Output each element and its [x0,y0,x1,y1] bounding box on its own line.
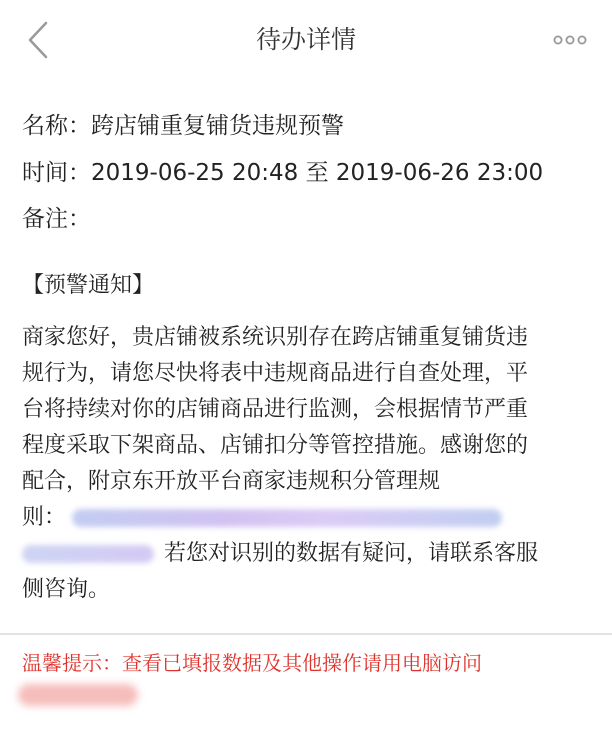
redacted-link[interactable] [72,509,502,527]
redacted-area [18,684,138,706]
name-label: 名称： [22,113,91,139]
notice-heading: 【预警通知】 [22,273,155,298]
notice-line: 侧咨询。 [22,577,111,602]
divider [0,633,612,635]
warm-tip: 温馨提示：查看已填报数据及其他操作请用电脑访问 [22,651,482,675]
notice-line-contact [22,536,592,572]
time-field [22,156,543,190]
rule-prefix: 则： [22,505,67,530]
redacted-link-continued[interactable] [22,545,154,563]
app-header [0,0,612,80]
contact-text: 若您对识别的数据有疑问，请联系客服 [164,541,539,566]
name-value: 跨店铺重复铺货违规预警 [91,113,344,139]
time-value: 2019-06-25 20:48 至 2019-06-26 23:00 [91,160,544,186]
more-button[interactable] [550,28,590,52]
note-field [22,202,91,236]
notice-line: 台将持续对你的店铺商品进行监测，会根据情节严重 [22,397,529,422]
notice-line: 规行为，请您尽快将表中违规商品进行自查处理，平 [22,361,529,386]
notice-line: 程度采取下架商品、店铺扣分等管控措施。感谢您的 [22,433,529,458]
notice-line-rule [22,500,592,536]
name-field [22,109,344,143]
more-dots-icon [553,34,587,46]
time-label: 时间： [22,160,91,186]
page-title: 待办详情 [255,25,356,54]
note-label: 备注： [22,206,91,232]
notice-line: 商家您好，贵店铺被系统识别存在跨店铺重复铺货违 [22,325,529,350]
notice-body [22,320,592,608]
notice-line: 配合，附京东开放平台商家违规积分管理规 [22,469,441,494]
